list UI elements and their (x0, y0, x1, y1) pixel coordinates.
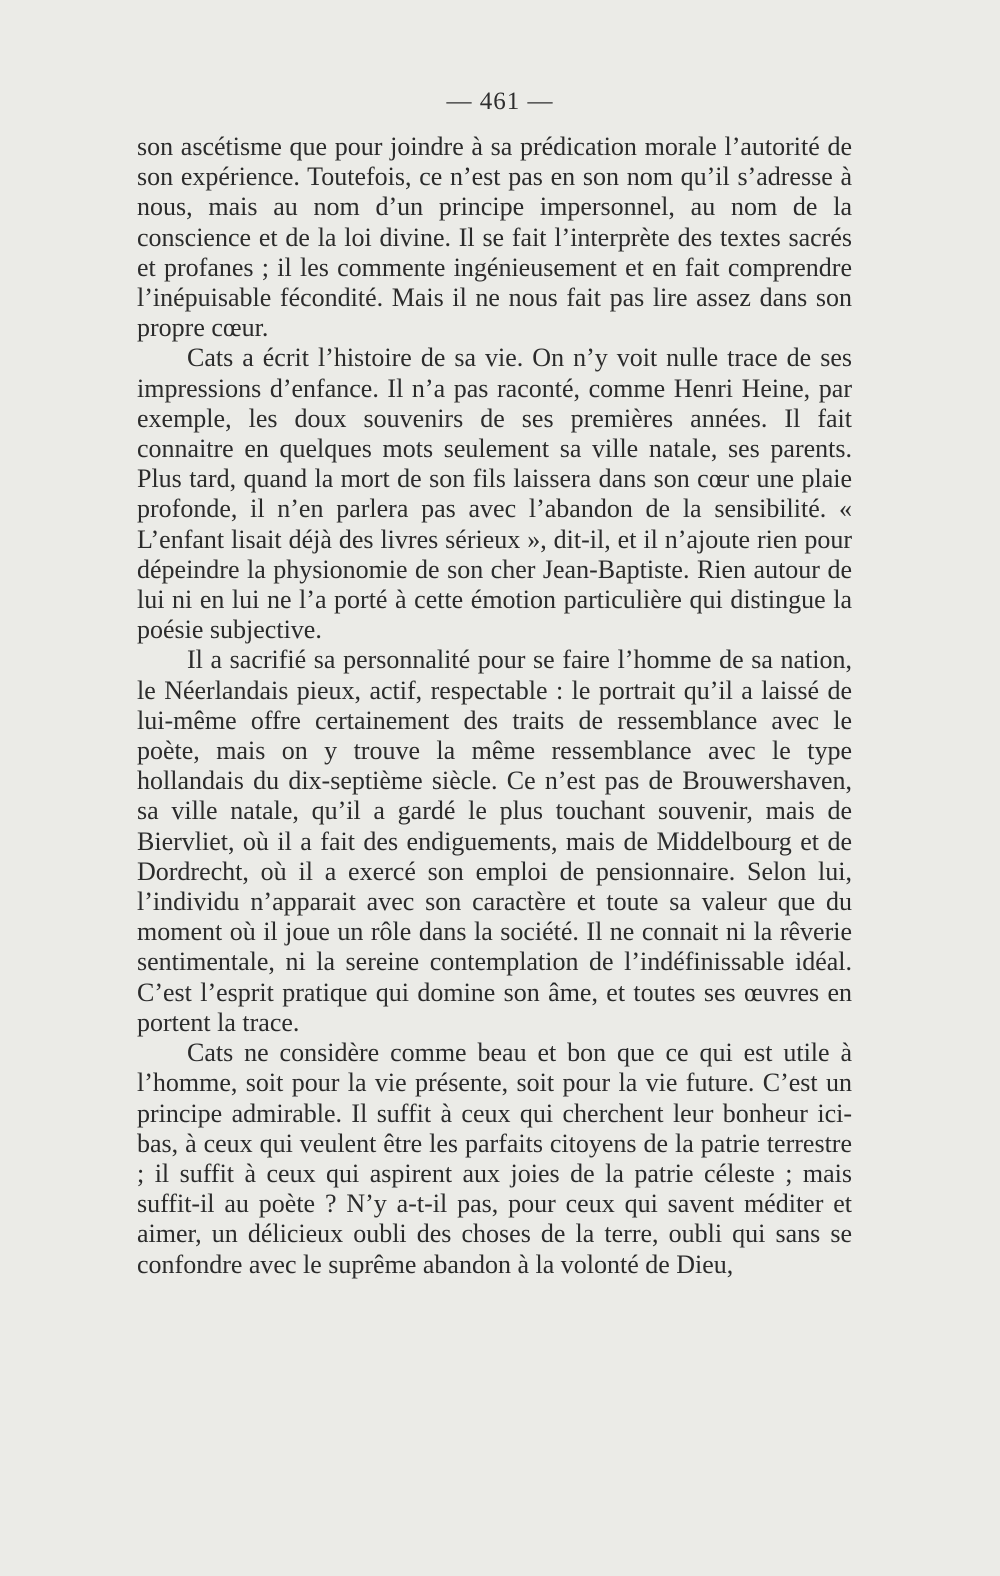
page-number: — 461 — (446, 88, 554, 115)
body-text (137, 132, 852, 1280)
paragraph-3: Il a sacrifié sa personnalité pour se faire l’homme de sa nation, le Néerlandais pieux, actif, respectable : le portrait qu’il a laissé de lui-même offre certainement des traits de ressemblance avec le poète, mais on y trouve la même ressemblance avec le type hollandais du dix-septième siècle. Ce n’est pas de Brouwershaven, sa ville natale, qu’il a gardé le plus touchant souvenir, mais de Biervliet, où il a fait des endiguements, mais de Middelbourg et de Dordrecht, où il a exercé son emploi de pensionnaire. Selon lui, l’individu n’apparait avec son caractère et toute sa valeur que du moment où il joue un rôle dans la société. Il ne connait ni la rêverie sentimentale, ni la sereine contemplation de l’indéfinissable idéal. C’est l’esprit pratique qui domine son âme, et toutes ses œuvres en portent la trace. (137, 645, 852, 1037)
paragraph-4: Cats ne considère comme beau et bon que ce qui est utile à l’homme, soit pour la vie présente, soit pour la vie future. C’est un principe admirable. Il suffit à ceux qui cherchent leur bonheur ici-bas, à ceux qui veulent être les parfaits citoyens de la patrie terrestre ; il suffit à ceux qui aspirent aux joies de la patrie céleste ; mais suffit-il au poète ? N’y a-t-il pas, pour ceux qui savent méditer et aimer, un délicieux oubli des choses de la terre, oubli qui sans se confondre avec le suprême abandon à la volonté de Dieu, (137, 1038, 852, 1279)
paragraph-2: Cats a écrit l’histoire de sa vie. On n’y voit nulle trace de ses impressions d’enfance. Il n’a pas raconté, comme Henri Heine, par exemple, les doux souvenirs de ses premières années. Il fait connaitre en quelques mots seulement sa ville natale, ses parents. Plus tard, quand la mort de son fils laissera dans son cœur une plaie profonde, il n’en parlera pas avec l’abandon de la sensibilité. « L’enfant lisait déjà des livres sérieux », dit-il, et il n’ajoute rien pour dépeindre la physionomie de son cher Jean-Baptiste. Rien autour de lui ni en lui ne l’a porté à cette émotion particulière qui distingue la poésie subjective. (137, 343, 852, 645)
paragraph-1: son ascétisme que pour joindre à sa prédication morale l’autorité de son expérience. Toutefois, ce n’est pas en son nom qu’il s’adresse à nous, mais au nom d’un principe impersonnel, au nom de la conscience et de la loi divine. Il se fait l’interprète des textes sacrés et profanes ; il les commente ingénieusement et en fait comprendre l’inépuisable fécondité. Mais il ne nous fait pas lire assez dans son propre cœur. (137, 132, 852, 343)
